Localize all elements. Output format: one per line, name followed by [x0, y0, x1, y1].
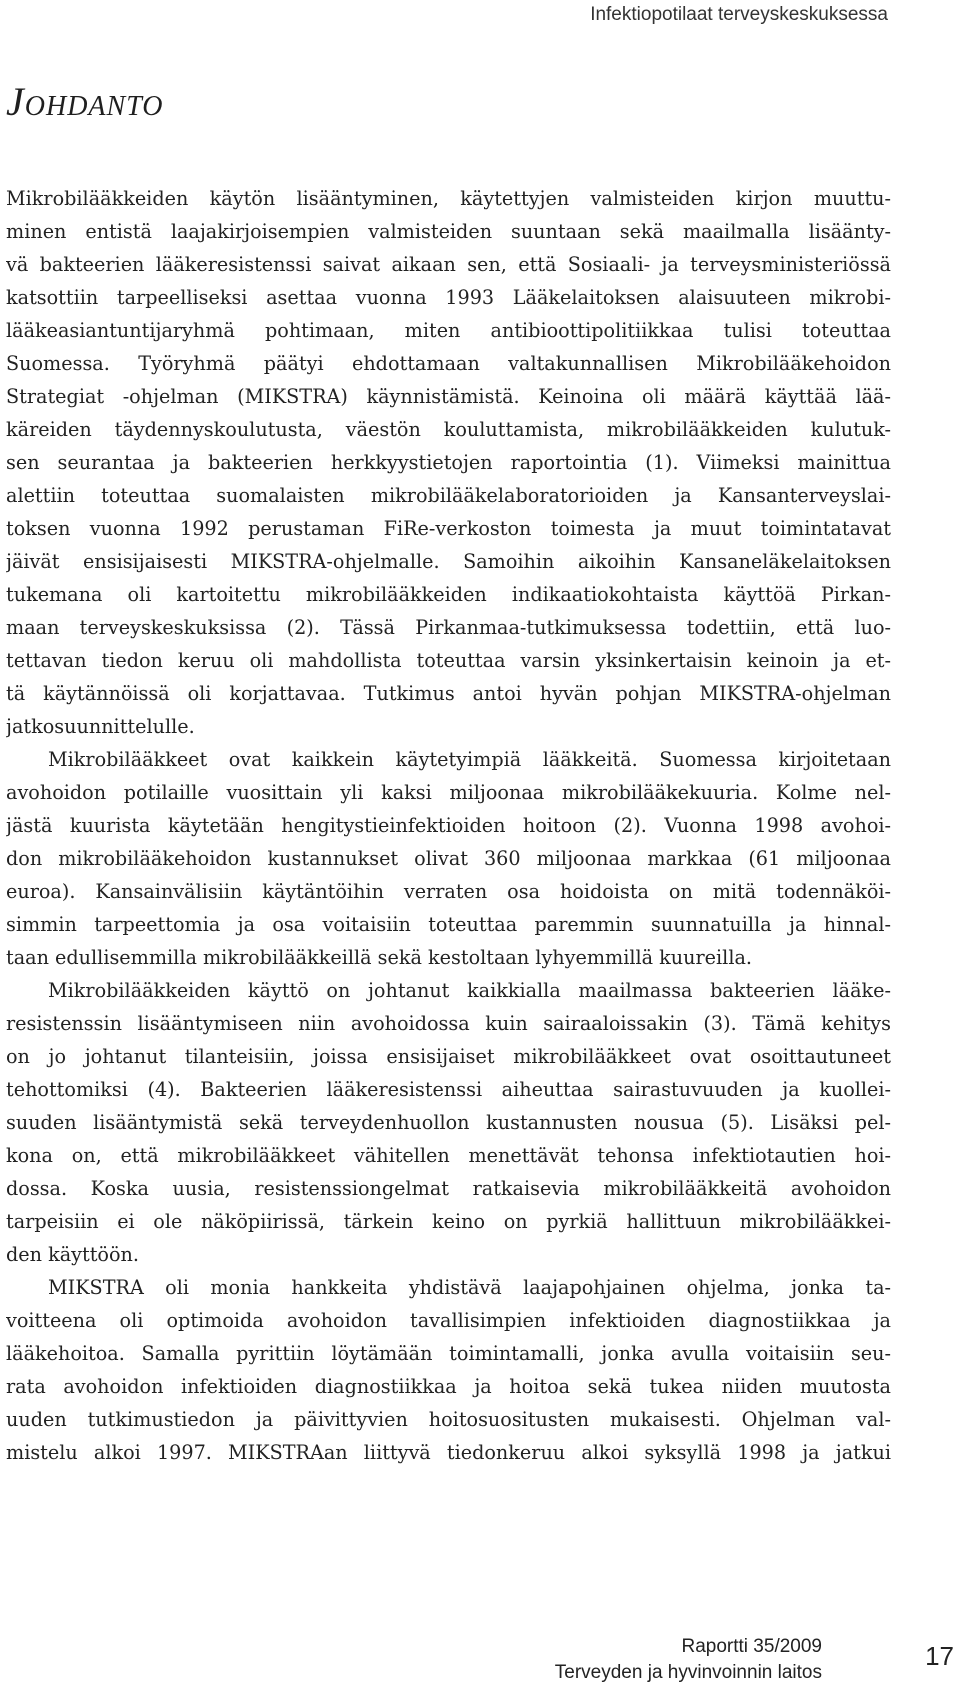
text-line: toksen vuonna 1992 perustaman FiRe-verkoston toimesta ja muut toimintatavat [6, 517, 891, 540]
text-line: maan terveyskeskuksissa (2). Tässä Pirkanmaa-tutkimuksessa todettiin, että luo- [6, 616, 891, 639]
text-line: avohoidon potilaille vuosittain yli kaksi miljoonaa mikrobilääkekuuria. Kolme nel- [6, 781, 891, 804]
publisher-name: Terveyden ja hyvinvoinnin laitos [554, 1662, 822, 1683]
text-line: mistelu alkoi 1997. MIKSTRAan liittyvä tiedonkeruu alkoi syksyllä 1998 ja jatkui [6, 1441, 891, 1464]
text-line: uuden tutkimustiedon ja päivittyvien hoitosuositusten mukaisesti. Ohjelman val- [6, 1408, 891, 1431]
section-title: Johdanto [6, 79, 164, 124]
body-text [6, 182, 891, 1469]
text-line: minen entistä laajakirjoisempien valmisteiden suuntaan sekä maailmalla lisäänty- [6, 220, 891, 243]
text-line: voitteena oli optimoida avohoidon tavallisimpien infektioiden diagnostiikkaa ja [6, 1309, 891, 1332]
text-line: lääkeasiantuntijaryhmä pohtimaan, miten antibioottipolitiikkaa tulisi toteuttaa [6, 319, 891, 342]
text-line: katsottiin tarpeelliseksi asettaa vuonna 1993 Lääkelaitoksen alaisuuteen mikrobi- [6, 286, 891, 309]
text-line: tukemana oli kartoitettu mikrobilääkkeiden indikaatiokohtaista käyttöä Pirkan- [6, 583, 891, 606]
text-line: on jo johtanut tilanteisiin, joissa ensisijaiset mikrobilääkkeet ovat osoittautuneet [6, 1045, 891, 1068]
text-line: sen seurantaa ja bakteerien herkkyystietojen raportointia (1). Viimeksi mainittua [6, 451, 891, 474]
text-line: käreiden täydennyskoulutusta, väestön kouluttamista, mikrobilääkkeiden kulutuk- [6, 418, 891, 441]
text-line: taan edullisemmilla mikrobilääkkeillä sekä kestoltaan lyhyemmillä kuureilla. [6, 946, 752, 969]
text-line: den käyttöön. [6, 1243, 139, 1266]
text-line: dossa. Koska uusia, resistenssiongelmat ratkaisevia mikrobilääkkeitä avohoidon [6, 1177, 891, 1200]
text-line: jästä kuurista käytetään hengitystieinfektioiden hoitoon (2). Vuonna 1998 avohoi- [6, 814, 891, 837]
text-line: alettiin toteuttaa suomalaisten mikrobilääkelaboratorioiden ja Kansanterveyslai- [6, 484, 891, 507]
page-number: 17 [925, 1641, 954, 1671]
text-line: suuden lisääntymistä sekä terveydenhuollon kustannusten nousua (5). Lisäksi pel- [6, 1111, 891, 1134]
text-line: don mikrobilääkehoidon kustannukset olivat 360 miljoonaa markkaa (61 miljoonaa [6, 847, 891, 870]
text-line: Strategiat -ohjelman (MIKSTRA) käynnistämistä. Keinoina oli määrä käyttää lää- [6, 385, 891, 408]
text-line: jatkosuunnittelulle. [6, 715, 195, 738]
text-line: euroa). Kansainvälisiin käytäntöihin verraten osa hoidoista on mitä todennäköi- [6, 880, 891, 903]
text-line: vä bakteerien lääkeresistenssi saivat aikaan sen, että Sosiaali- ja terveysministeriössä [6, 253, 891, 276]
text-line: rata avohoidon infektioiden diagnostiikkaa ja hoitoa sekä tukea niiden muutosta [6, 1375, 891, 1398]
text-line: Mikrobilääkkeet ovat kaikkein käytetyimpiä lääkkeitä. Suomessa kirjoitetaan [48, 748, 891, 771]
text-line: resistenssin lisääntymiseen niin avohoidossa kuin sairaaloissakin (3). Tämä kehitys [6, 1012, 891, 1035]
text-line: simmin tarpeettomia ja osa voitaisiin toteuttaa paremmin suunnatuilla ja hinnal- [6, 913, 891, 936]
text-line: tarpeisiin ei ole näköpiirissä, tärkein keino on pyrkiä hallittuun mikrobilääkkei- [6, 1210, 891, 1233]
text-line: MIKSTRA oli monia hankkeita yhdistävä laajapohjainen ohjelma, jonka ta- [48, 1276, 891, 1299]
text-line: tehottomiksi (4). Bakteerien lääkeresistenssi aiheuttaa sairastuvuuden ja kuollei- [6, 1078, 891, 1101]
page-footer [555, 1634, 822, 1686]
text-line: kona on, että mikrobilääkkeet vähitellen menettävät tehonsa infektiotautien hoi- [6, 1144, 891, 1167]
report-number: Raportti 35/2009 [681, 1636, 822, 1657]
text-line: jäivät ensisijaisesti MIKSTRA-ohjelmalle. Samoihin aikoihin Kansaneläkelaitoksen [6, 550, 891, 573]
text-line: Mikrobilääkkeiden käyttö on johtanut kaikkialla maailmassa bakteerien lääke- [48, 979, 891, 1002]
text-line: lääkehoitoa. Samalla pyrittiin löytämään toimintamalli, jonka avulla voitaisiin seu- [6, 1342, 891, 1365]
running-header: Infektiopotilaat terveyskeskuksessa [590, 4, 888, 25]
text-line: tä käytännöissä oli korjattavaa. Tutkimus antoi hyvän pohjan MIKSTRA-ohjelman [6, 682, 891, 705]
text-line: Suomessa. Työryhmä päätyi ehdottamaan valtakunnallisen Mikrobilääkehoidon [6, 352, 891, 375]
text-line: tettavan tiedon keruu oli mahdollista toteuttaa varsin yksinkertaisin keinoin ja et- [6, 649, 891, 672]
text-line: Mikrobilääkkeiden käytön lisääntyminen, käytettyjen valmisteiden kirjon muuttu- [6, 187, 891, 210]
